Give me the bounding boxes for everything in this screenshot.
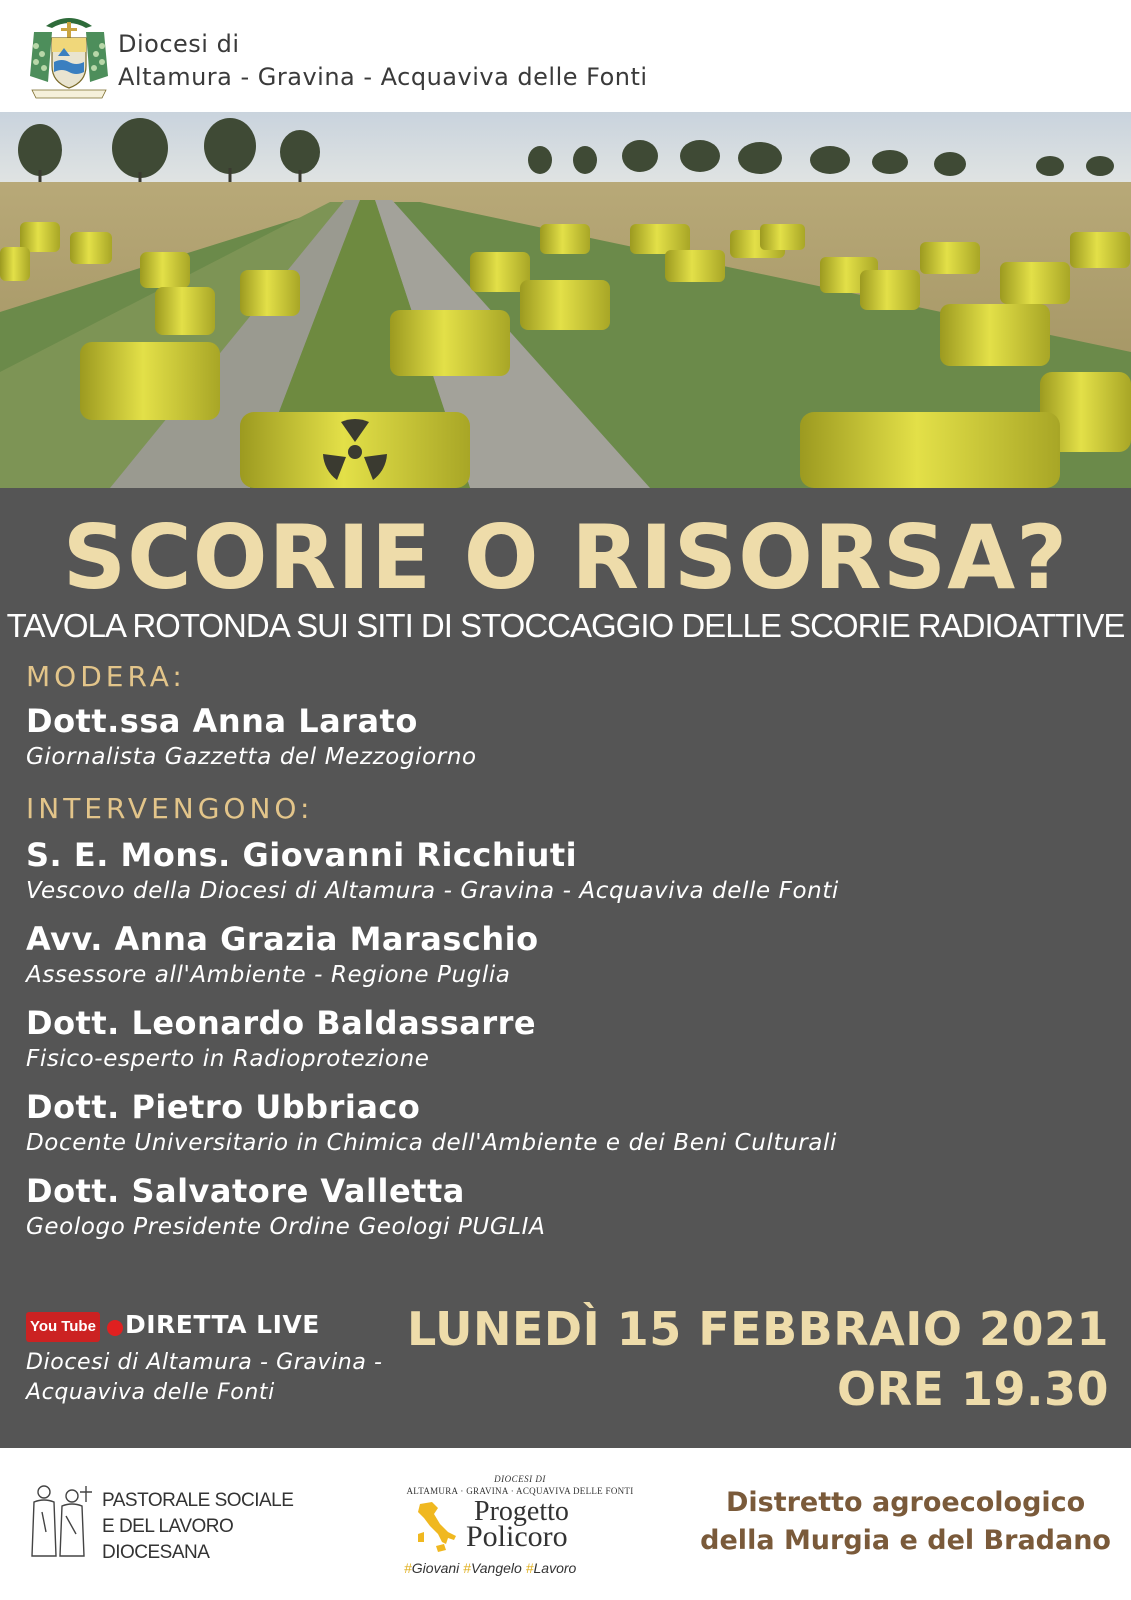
policoro-name: Policoro [466,1520,568,1553]
policoro-tag-1: Giovani [411,1560,460,1576]
policoro-tag-2: Vangelo [470,1560,522,1576]
speaker-name: Dott. Leonardo Baldassarre [26,1004,537,1042]
live-channel-line-1: Diocesi di Altamura - Gravina - [26,1350,383,1375]
moderator-role: Giornalista Gazzetta del Mezzogiorno [26,744,477,770]
youtube-logo-icon[interactable] [26,1312,98,1342]
barrels-field-photo [0,112,1131,488]
pastorale-figures-icon [26,1482,94,1560]
diocese-line-2: Altamura - Gravina - Acquaviva delle Fonti [118,63,648,91]
live-channel [26,1348,426,1408]
policoro-diocesi-name: ALTAMURA · GRAVINA · ACQUAVIVA DELLE FONTI [406,1486,634,1496]
speaker-role: Fisico-esperto in Radioprotezione [26,1046,430,1072]
policoro-tags: #Giovani #Vangelo #Lavoro [404,1560,577,1576]
speakers-label: INTERVENGONO: [26,792,314,825]
speaker-role: Assessore all'Ambiente - Regione Puglia [26,962,511,988]
distretto-line-2: della Murgia e del Bradano [700,1525,1111,1556]
speaker-name: Avv. Anna Grazia Maraschio [26,920,539,958]
distretto-logo-text [700,1484,1111,1560]
moderator-name: Dott.ssa Anna Larato [26,702,418,740]
policoro-diocesi-label: DIOCESI DI [494,1474,546,1484]
event-subtitle: TAVOLA ROTONDA SUI SITI DI STOCCAGGIO DELLE SCORIE RADIOATTIVE [6,607,1125,644]
speaker-name: S. E. Mons. Giovanni Ricchiuti [26,836,578,874]
pastorale-line-3: DIOCESANA [102,1542,210,1563]
speaker-role: Docente Universitario in Chimica dell'Ambiente e dei Beni Culturali [26,1130,837,1156]
diocese-title [118,28,648,94]
speaker-role: Vescovo della Diocesi di Altamura - Gravina - Acquaviva delle Fonti [26,878,839,904]
pastorale-line-1: PASTORALE SOCIALE [102,1490,294,1511]
event-title: SCORIE O RISORSA? [62,506,1069,609]
italy-map-icon [412,1500,460,1556]
diocese-line-1: Diocesi di [118,30,240,58]
policoro-tag-3: Lavoro [533,1560,577,1576]
event-time: ORE 19.30 [837,1362,1109,1416]
header [0,0,1131,112]
speaker-role: Geologo Presidente Ordine Geologi PUGLIA [26,1214,546,1240]
episcopal-coat-of-arms-icon [26,12,112,100]
live-dot-icon [107,1320,123,1336]
progetto-policoro-logo [400,1474,640,1582]
speaker-name: Dott. Salvatore Valletta [26,1172,465,1210]
speaker-name: Dott. Pietro Ubbriaco [26,1088,421,1126]
youtube-logo-you: You [26,1312,61,1342]
event-date: LUNEDÌ 15 FEBBRAIO 2021 [406,1302,1109,1356]
youtube-logo-tube: Tube [61,1312,100,1342]
policoro-progetto: Progetto [474,1496,569,1527]
live-channel-line-2: Acquaviva delle Fonti [26,1380,275,1405]
distretto-line-1: Distretto agroecologico [725,1487,1086,1518]
pastorale-logo-text [102,1488,293,1566]
pastorale-line-2: E DEL LAVORO [102,1516,234,1537]
moderator-label: MODERA: [26,660,186,693]
live-label: DIRETTA LIVE [125,1310,320,1339]
